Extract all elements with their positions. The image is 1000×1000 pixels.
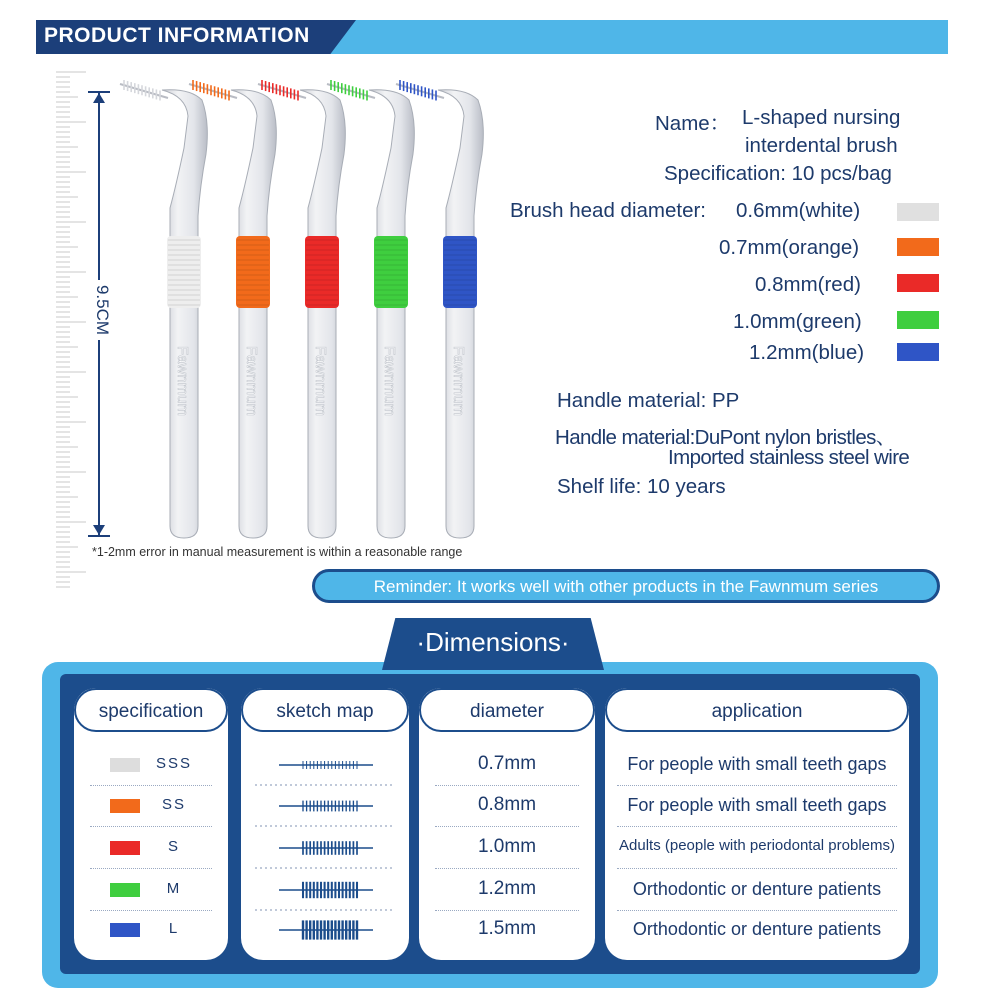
brush-illustration [110,76,490,546]
diameter-column [419,688,595,960]
diameter-orange: 0.7mm(orange) [719,236,860,259]
bristle-material-line-2: Imported stainless steel wire [668,446,910,469]
size-label: SSS [155,755,192,772]
brush-handle [162,90,207,538]
brush-grip [305,236,339,308]
length-dimension-cap-bottom [88,535,110,537]
size-swatch [110,758,140,772]
diameter-value: 1.0mm [477,836,537,857]
application-text: Adults (people with periodontal problems) [619,837,895,854]
swatch-blue [897,343,939,361]
swatch-green [897,311,939,329]
row-divider [435,910,579,911]
size-label: M [166,880,182,897]
brush-handle [231,90,276,538]
brush-handle [438,90,483,538]
application-text: For people with small teeth gaps [627,795,887,815]
brush-handle [369,90,414,538]
row-divider [617,868,897,869]
swatch-white [897,203,939,221]
row-divider [617,826,897,827]
shelf-life: Shelf life: 10 years [557,475,726,498]
brush-brand-text: Fawnmum [312,346,329,417]
sketch-brush [279,882,373,898]
diameter-green: 1.0mm(green) [733,310,862,333]
dimensions-title: ·Dimensions· [416,627,570,657]
bristle-material-line-1: Handle material:DuPont nylon bristles、 [555,426,896,449]
brush-brand-text: Fawnmum [450,346,467,417]
size-label: S [167,838,180,855]
diameter-value: 0.8mm [477,794,537,815]
diameter-white: 0.6mm(white) [736,199,861,222]
size-swatch [110,883,140,897]
row-divider [90,785,212,786]
diameter-blue: 1.2mm(blue) [749,341,865,364]
brush-brand-text: Fawnmum [174,346,191,417]
specification-header-label: specification [98,701,204,722]
size-swatch [110,799,140,813]
specification-column [74,688,228,960]
diameter-value: 1.5mm [477,918,537,939]
row-divider [435,785,579,786]
size-swatch [110,923,140,937]
diameter-value: 0.7mm [477,753,537,774]
specification-text: Specification: 10 pcs/bag [664,162,892,185]
row-divider [617,785,897,786]
size-label: SS [161,796,186,813]
diameter-header-label: diameter [470,701,544,722]
application-text: Orthodontic or denture patients [632,879,882,899]
brush-brand-text: Fawnmum [243,346,260,417]
row-divider [435,868,579,869]
brush-head [120,80,168,101]
brush-brand-text: Fawnmum [381,346,398,417]
measurement-note: *1-2mm error in manual measurement is within a reasonable range [92,545,463,559]
brush-handle [300,90,345,538]
row-divider [617,910,897,911]
name-line-1: L-shaped nursing [742,106,901,129]
page-title: PRODUCT INFORMATION [44,24,310,47]
brush-grip [374,236,408,308]
size-label: L [168,920,180,937]
sketch-brush [279,920,373,939]
length-label: 9.5CM [92,280,112,340]
brush-grip [443,236,477,308]
swatch-orange [897,238,939,256]
sketch-brush [279,761,373,769]
swatch-red [897,274,939,292]
brush-grip [236,236,270,308]
size-swatch [110,841,140,855]
name-line-2: interdental brush [745,134,898,157]
diameter-label: Brush head diameter: [510,199,707,222]
brush-1 [120,80,207,538]
sketch-brush [279,801,373,812]
sketch-map-column [241,688,409,960]
arrow-down-icon [93,523,105,535]
row-divider [90,910,212,911]
application-header-label: application [711,701,803,722]
handle-material: Handle material: PP [557,389,740,412]
application-column [605,688,909,960]
diameter-value: 1.2mm [477,878,537,899]
brush-grip [167,236,201,308]
row-divider [435,826,579,827]
sketch-map-header-label: sketch map [276,701,374,722]
application-text: Orthodontic or denture patients [632,919,882,939]
arrow-up-icon [93,93,105,105]
name-label: Name： [655,112,731,135]
reminder-text: Reminder: It works well with other products in the Fawnmum series [373,577,879,596]
row-divider [90,826,212,827]
diameter-red: 0.8mm(red) [755,273,861,296]
row-divider [90,868,212,869]
application-text: For people with small teeth gaps [627,754,887,774]
sketch-map-drawings [241,688,409,960]
sketch-brush [279,841,373,855]
ruler [56,70,88,590]
